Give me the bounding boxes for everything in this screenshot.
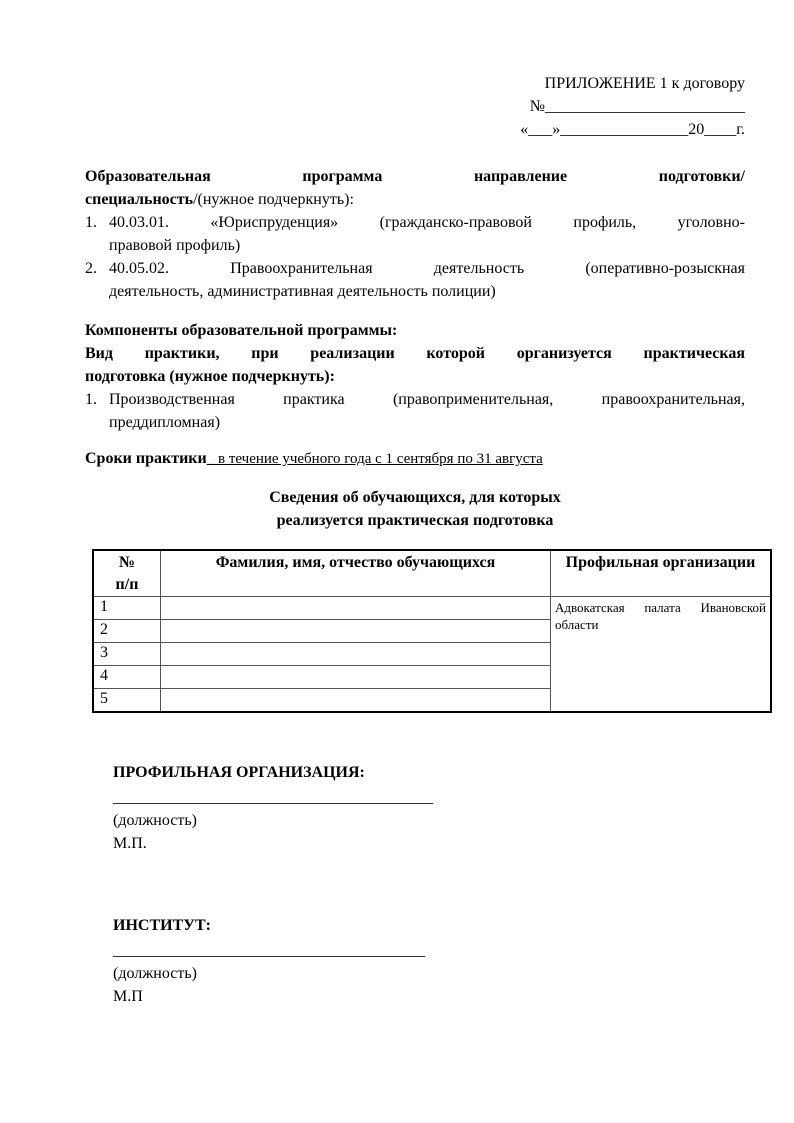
program-item-1-line2: правовой профиль) bbox=[109, 237, 241, 254]
student-name-cell bbox=[161, 620, 551, 643]
program-title-bold-part1: Образовательная программа направление подготовки/ bbox=[85, 168, 745, 185]
program-section bbox=[85, 165, 745, 303]
institute-seal: М.П bbox=[113, 988, 143, 1005]
student-name-cell bbox=[161, 597, 551, 620]
organization-cell: Адвокатская палата Ивановской области bbox=[551, 597, 772, 713]
program-item-2-line1: 40.05.02. Правоохранительная деятельность (оперативно-розыскная bbox=[109, 260, 745, 277]
column-header-number-line2: п/п bbox=[115, 576, 139, 593]
program-item-2-number: 2. bbox=[85, 260, 97, 277]
program-title-note: /(нужное подчеркнуть): bbox=[193, 191, 354, 208]
column-header-number-line1: № bbox=[118, 554, 136, 571]
components-subtitle-line2: подготовка (нужное подчеркнуть): bbox=[85, 368, 335, 385]
program-item-2 bbox=[85, 257, 745, 303]
program-title-line1 bbox=[85, 165, 745, 188]
appendix-header bbox=[85, 72, 745, 141]
students-table-heading-line2: реализуется практическая подготовка bbox=[276, 512, 554, 529]
column-header-name: Фамилия, имя, отчество обучающихся bbox=[161, 550, 551, 597]
column-header-organization: Профильная организации bbox=[551, 550, 772, 597]
components-item-1-number: 1. bbox=[85, 391, 97, 408]
components-section bbox=[85, 319, 745, 434]
student-name-cell bbox=[161, 689, 551, 713]
row-number: 4 bbox=[93, 666, 161, 689]
program-item-1-text bbox=[109, 211, 745, 257]
appendix-title: ПРИЛОЖЕНИЕ 1 к договору bbox=[544, 75, 745, 92]
components-item-1 bbox=[85, 388, 745, 434]
profile-org-signature-line: ________________________________________ bbox=[113, 789, 433, 806]
profile-org-caption: (должность) bbox=[113, 812, 197, 829]
student-name-cell bbox=[161, 643, 551, 666]
practice-terms bbox=[85, 447, 745, 471]
contract-number-line: №_________________________ bbox=[529, 98, 745, 115]
program-item-2-text bbox=[109, 257, 745, 303]
institute-signature-line: _______________________________________ bbox=[113, 942, 425, 959]
components-item-1-line2: преддипломная) bbox=[109, 414, 221, 431]
students-table-header-row bbox=[93, 550, 771, 597]
components-item-1-text bbox=[109, 388, 745, 434]
profile-org-title: ПРОФИЛЬНАЯ ОРГАНИЗАЦИЯ: bbox=[113, 764, 365, 781]
row-number: 2 bbox=[93, 620, 161, 643]
practice-terms-value: _ в течение учебного года с 1 сентября по 31 августа bbox=[206, 451, 543, 467]
column-header-number bbox=[93, 550, 161, 597]
row-number: 3 bbox=[93, 643, 161, 666]
students-table-heading bbox=[85, 486, 745, 532]
program-item-1 bbox=[85, 211, 745, 257]
program-item-1-line1: 40.03.01. «Юриспруденция» (гражданско-правовой профиль, уголовно- bbox=[109, 214, 745, 231]
practice-terms-label: Сроки практики bbox=[85, 450, 207, 467]
components-subtitle-line1: Вид практики, при реализации которой организуется практическая bbox=[85, 345, 745, 362]
row-number: 5 bbox=[93, 689, 161, 713]
institute-signature-block bbox=[113, 914, 745, 1008]
profile-org-seal: М.П. bbox=[113, 835, 147, 852]
program-title-bold-part2: специальность bbox=[85, 191, 194, 208]
program-item-2-line2: деятельность, административная деятельность полиции) bbox=[109, 283, 496, 300]
students-table-heading-line1: Сведения об обучающихся, для которых bbox=[269, 489, 561, 506]
components-title: Компоненты образовательной программы: bbox=[85, 322, 398, 339]
components-item-1-line1: Производственная практика (правоприменительная, правоохранительная, bbox=[109, 391, 745, 408]
profile-org-signature-block bbox=[113, 761, 745, 855]
program-title-line2 bbox=[85, 188, 745, 211]
students-table bbox=[92, 549, 772, 713]
row-number: 1 bbox=[93, 597, 161, 620]
institute-title: ИНСТИТУТ: bbox=[113, 917, 211, 934]
program-item-1-number: 1. bbox=[85, 214, 97, 231]
institute-caption: (должность) bbox=[113, 965, 197, 982]
contract-date-line: «___»________________20____г. bbox=[520, 121, 745, 138]
table-row bbox=[93, 597, 771, 620]
student-name-cell bbox=[161, 666, 551, 689]
